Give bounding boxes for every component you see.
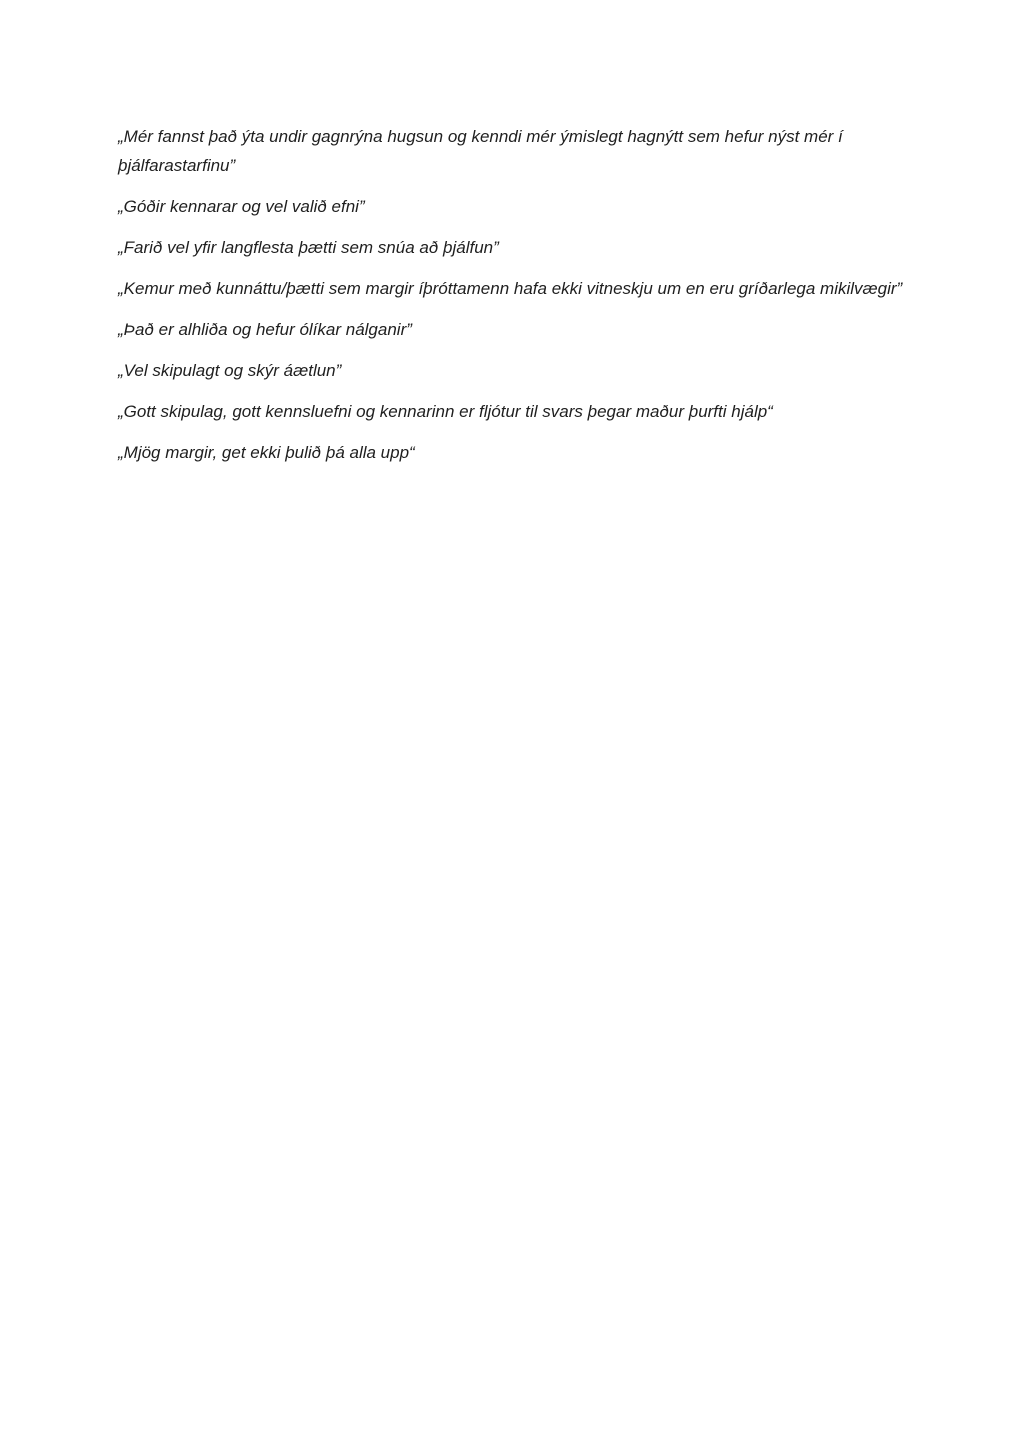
quote-paragraph: „Gott skipulag, gott kennsluefni og kennarinn er fljótur til svars þegar maður þurfti hjálp“ xyxy=(118,402,773,421)
quote-paragraph: „Vel skipulagt og skýr áætlun” xyxy=(118,361,342,380)
quote-paragraph: „Góðir kennarar og vel valið efni” xyxy=(118,197,365,216)
quote-paragraph: „Kemur með kunnáttu/þætti sem margir íþróttamenn hafa ekki vitneskju um en eru gríðarlega mikilvægir” xyxy=(118,279,903,298)
quote-paragraph: „Farið vel yfir langflesta þætti sem snúa að þjálfun” xyxy=(118,238,499,257)
quote-paragraph: „Mér fannst það ýta undir gagnrýna hugsun og kenndi mér ýmislegt hagnýtt sem hefur nýst mér í þjálfarastarfinu” xyxy=(118,127,843,175)
quote-paragraph: „Mjög margir, get ekki þulið þá alla upp“ xyxy=(118,443,415,462)
quote-paragraph: „Það er alhliða og hefur ólíkar nálganir” xyxy=(118,320,412,339)
